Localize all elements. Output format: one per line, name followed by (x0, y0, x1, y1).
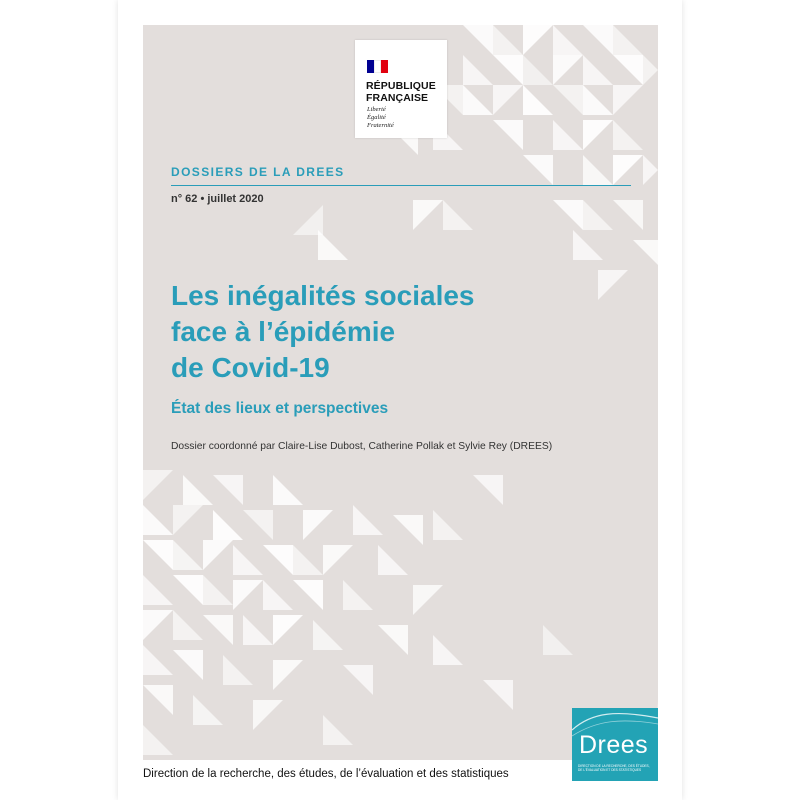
document-subtitle: État des lieux et perspectives (171, 400, 389, 417)
issue-number: n° 62 • juillet 2020 (171, 193, 264, 205)
emblem-motto-3: Fraternité (367, 122, 394, 129)
title-line-3: de Covid-19 (171, 352, 330, 383)
flag-white-band (374, 60, 381, 73)
emblem-line-2: FRANÇAISE (366, 92, 429, 104)
drees-logo (572, 708, 658, 781)
title-line-2: face à l’épidémie (171, 316, 396, 347)
republique-francaise-logo (355, 40, 447, 138)
flag-red-band (381, 60, 388, 73)
drees-wordmark: Drees (579, 731, 649, 759)
emblem-motto-2: Égalité (367, 114, 386, 121)
series-divider (171, 185, 631, 186)
emblem-motto-1: Liberté (367, 106, 386, 113)
emblem-line-1: RÉPUBLIQUE (366, 80, 436, 92)
flag-blue-band (367, 60, 374, 73)
drees-tagline: DIRECTION DE LA RECHERCHE, DES ÉTUDES, DE L'ÉVALUATION ET DES STATISTIQUES (578, 764, 650, 772)
title-line-1: Les inégalités sociales (171, 280, 475, 311)
coordinators-credit: Dossier coordonné par Claire-Lise Dubost, Catherine Pollak et Sylvie Rey (DREES) (171, 441, 553, 452)
cover-panel (143, 25, 658, 760)
series-label: DOSSIERS DE LA DREES (171, 165, 345, 179)
document-title (171, 278, 631, 386)
footer-directorate: Direction de la recherche, des études, de l’évaluation et des statistiques (143, 768, 509, 780)
french-flag-icon (367, 60, 388, 73)
